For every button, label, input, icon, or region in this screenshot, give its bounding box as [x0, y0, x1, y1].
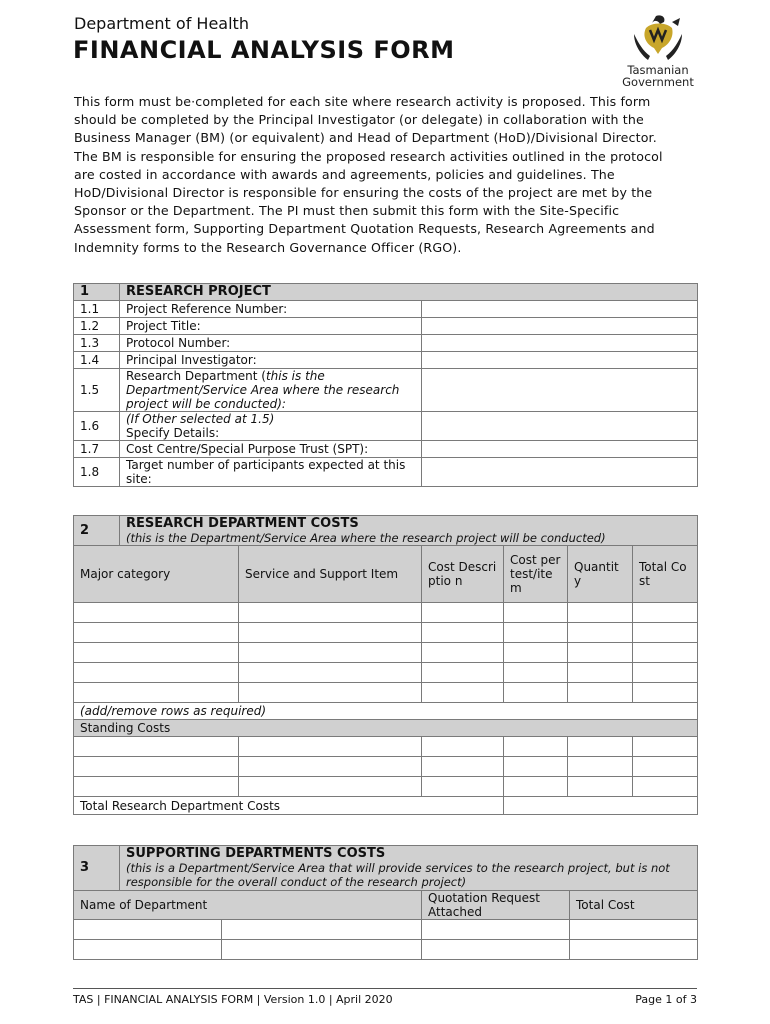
cell-input[interactable]	[633, 643, 698, 663]
tasmanian-tiger-icon	[628, 14, 688, 64]
cell-input[interactable]	[222, 920, 422, 940]
cell-input[interactable]	[504, 757, 568, 777]
section2-title: RESEARCH DEPARTMENT COSTS	[126, 515, 359, 531]
label-italic: (If Other selected at 1.5)	[126, 412, 275, 426]
total-research-department-costs-label: Total Research Department Costs	[74, 797, 504, 815]
cell-input[interactable]	[504, 737, 568, 757]
cell-input[interactable]	[568, 643, 633, 663]
cell-input[interactable]	[504, 663, 568, 683]
cell-input[interactable]	[239, 777, 422, 797]
cell-input[interactable]	[74, 603, 239, 623]
cell-input[interactable]	[422, 603, 504, 623]
section3-number: 3	[74, 846, 120, 891]
cell-input[interactable]	[568, 603, 633, 623]
cell-input[interactable]	[633, 683, 698, 703]
label-plain: Research Department (	[126, 369, 266, 383]
target-participants-input[interactable]	[422, 458, 698, 487]
principal-investigator-input[interactable]	[422, 352, 698, 369]
row-number: 1.2	[74, 318, 120, 335]
row-label: Protocol Number:	[120, 335, 422, 352]
row-label: Cost Centre/Special Purpose Trust (SPT):	[120, 441, 422, 458]
cell-input[interactable]	[504, 623, 568, 643]
cell-input[interactable]	[239, 623, 422, 643]
cell-input[interactable]	[633, 737, 698, 757]
department-name: Department of Health	[74, 14, 249, 33]
table-row[interactable]	[74, 643, 698, 663]
table-row	[74, 301, 698, 318]
table-row[interactable]	[74, 603, 698, 623]
cell-input[interactable]	[422, 643, 504, 663]
research-department-costs-table	[73, 515, 698, 815]
cell-input[interactable]	[222, 940, 422, 960]
project-reference-number-input[interactable]	[422, 301, 698, 318]
table-row[interactable]	[74, 757, 698, 777]
cell-input[interactable]	[633, 757, 698, 777]
total-research-department-costs-input[interactable]	[504, 797, 698, 815]
cell-input[interactable]	[568, 623, 633, 643]
row-number: 1.7	[74, 441, 120, 458]
column-header: Total Cost	[633, 546, 698, 603]
cell-input[interactable]	[504, 777, 568, 797]
row-label: Principal Investigator:	[120, 352, 422, 369]
protocol-number-input[interactable]	[422, 335, 698, 352]
row-label: Target number of participants expected at this site:	[120, 458, 422, 487]
table-row[interactable]	[74, 920, 698, 940]
table-row[interactable]	[74, 683, 698, 703]
table-row[interactable]	[74, 737, 698, 757]
section1-number: 1	[74, 284, 120, 301]
cell-input[interactable]	[422, 663, 504, 683]
logo-text-government: Government	[622, 75, 694, 89]
cell-input[interactable]	[422, 683, 504, 703]
column-header: Quotation Request Attached	[422, 891, 570, 920]
standing-costs-label: Standing Costs	[74, 720, 698, 737]
cell-input[interactable]	[74, 920, 222, 940]
cell-input[interactable]	[633, 603, 698, 623]
cell-input[interactable]	[74, 643, 239, 663]
table-row[interactable]	[74, 623, 698, 643]
cell-input[interactable]	[239, 737, 422, 757]
page-footer	[73, 988, 697, 1006]
cell-input[interactable]	[633, 777, 698, 797]
cell-input[interactable]	[74, 757, 239, 777]
table-row	[74, 412, 698, 441]
cell-input[interactable]	[74, 683, 239, 703]
tasmanian-government-logo	[616, 14, 700, 90]
cell-input[interactable]	[568, 777, 633, 797]
cell-input[interactable]	[74, 777, 239, 797]
cell-input[interactable]	[568, 757, 633, 777]
cell-input[interactable]	[74, 737, 239, 757]
cell-input[interactable]	[570, 940, 698, 960]
specify-details-input[interactable]	[422, 412, 698, 441]
cell-input[interactable]	[239, 683, 422, 703]
form-title: FINANCIAL ANALYSIS FORM	[73, 36, 455, 64]
section1-title: RESEARCH PROJECT	[120, 284, 698, 301]
row-label	[120, 369, 422, 412]
row-number: 1.5	[74, 369, 120, 412]
cell-input[interactable]	[422, 940, 570, 960]
cell-input[interactable]	[74, 663, 239, 683]
cost-centre-input[interactable]	[422, 441, 698, 458]
table-row[interactable]	[74, 663, 698, 683]
page-number: Page 1 of 3	[635, 993, 697, 1006]
add-remove-rows-note: (add/remove rows as required)	[74, 703, 698, 720]
project-title-input[interactable]	[422, 318, 698, 335]
cell-input[interactable]	[239, 603, 422, 623]
cell-input[interactable]	[568, 737, 633, 757]
cell-input[interactable]	[568, 663, 633, 683]
cell-input[interactable]	[570, 920, 698, 940]
cell-input[interactable]	[422, 920, 570, 940]
research-department-input[interactable]	[422, 369, 698, 412]
cell-input[interactable]	[422, 623, 504, 643]
column-header: Total Cost	[570, 891, 698, 920]
table-row	[74, 352, 698, 369]
column-header: Quantit y	[568, 546, 633, 603]
cell-input[interactable]	[239, 643, 422, 663]
row-number: 1.8	[74, 458, 120, 487]
table-row	[74, 441, 698, 458]
cell-input[interactable]	[422, 777, 504, 797]
table-row[interactable]	[74, 777, 698, 797]
table-row	[74, 458, 698, 487]
table-row	[74, 335, 698, 352]
row-label: Project Title:	[120, 318, 422, 335]
section3-heading	[120, 846, 698, 891]
cell-input[interactable]	[504, 683, 568, 703]
column-header: Name of Department	[74, 891, 422, 920]
cell-input[interactable]	[633, 623, 698, 643]
section3-title: SUPPORTING DEPARTMENTS COSTS	[126, 846, 386, 861]
instructions-paragraph: This form must be·completed for each site where research activity is proposed. This form should be completed by the Principal Investigator (or delegate) in collaboration with the Business Manager (BM) (or equivalent) and Head of Department (HoD)/Divisional Director. The BM is responsible for ensuring the proposed research activities outlined in the protocol are costed in accordance with awards and agreements, policies and guidelines. The HoD/Divisional Director is responsible for ensuring the costs of the project are met by the Sponsor or the Department. The PI must then submit this form with the Site-Specific Assessment form, Supporting Department Quotation Requests, Research Agreements and Indemnity forms to the Research Governance Officer (RGO).	[74, 94, 663, 255]
cell-input[interactable]	[568, 683, 633, 703]
research-project-table	[73, 283, 698, 487]
section2-number: 2	[74, 516, 120, 546]
row-number: 1.6	[74, 412, 120, 441]
supporting-departments-costs-table	[73, 845, 698, 960]
row-number: 1.4	[74, 352, 120, 369]
column-header: Service and Support Item	[239, 546, 422, 603]
section2-subtitle: (this is the Department/Service Area where the research project will be conducted)	[126, 530, 606, 545]
cell-input[interactable]	[239, 757, 422, 777]
cell-input[interactable]	[504, 603, 568, 623]
cell-input[interactable]	[74, 940, 222, 960]
logo-text-tasmanian: Tasmanian	[627, 63, 689, 77]
column-header: Cost per test/ite m	[504, 546, 568, 603]
cell-input[interactable]	[239, 663, 422, 683]
label-italic: this is the Department/Service Area where the research project will be conducted):	[126, 369, 400, 411]
table-row[interactable]	[74, 940, 698, 960]
cell-input[interactable]	[422, 757, 504, 777]
row-label	[120, 412, 422, 441]
row-number: 1.1	[74, 301, 120, 318]
table-row	[74, 318, 698, 335]
label-plain: Specify Details:	[126, 426, 220, 440]
footer-document-info: TAS | FINANCIAL ANALYSIS FORM | Version 1.0 | April 2020	[73, 993, 393, 1006]
column-header: Major category	[74, 546, 239, 603]
table-row	[74, 369, 698, 412]
cell-input[interactable]	[74, 623, 239, 643]
row-number: 1.3	[74, 335, 120, 352]
cell-input[interactable]	[633, 663, 698, 683]
cell-input[interactable]	[422, 737, 504, 757]
column-header: Cost Descriptio n	[422, 546, 504, 603]
row-label: Project Reference Number:	[120, 301, 422, 318]
section2-heading	[120, 516, 698, 546]
cell-input[interactable]	[504, 643, 568, 663]
section3-subtitle: (this is a Department/Service Area that will provide services to the research project, but is not responsible for the overall conduct of the research project)	[126, 861, 670, 889]
